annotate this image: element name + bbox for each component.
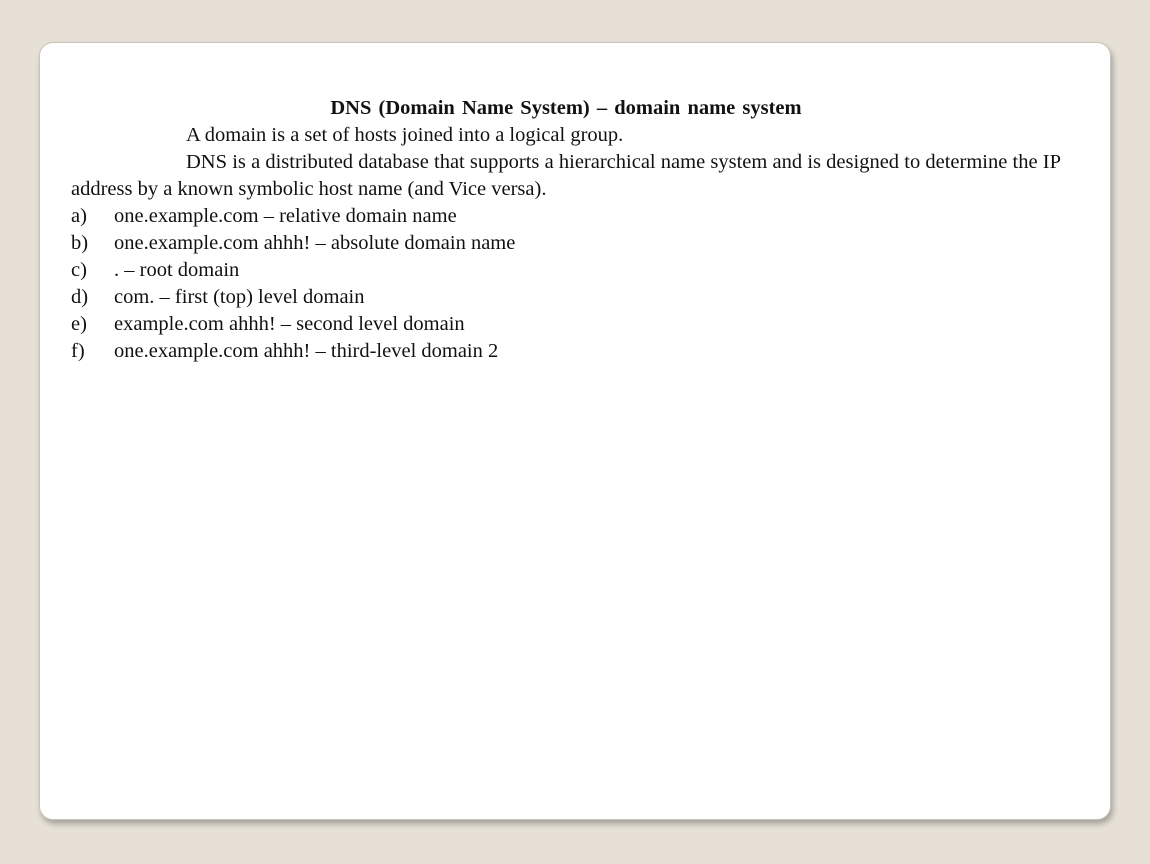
list-marker: a) xyxy=(71,205,87,227)
paragraph-dns-definition: DNS is a distributed database that supports a hierarchical name system and is designed to determine the IP address by a known symbolic host name (and Vice versa). xyxy=(71,151,1061,200)
list-item-text: one.example.com ahhh! – absolute domain name xyxy=(114,232,516,254)
paragraph-domain-definition: A domain is a set of hosts joined into a logical group. xyxy=(186,124,624,146)
list-item xyxy=(71,230,1061,257)
list-item-text: com. – first (top) level domain xyxy=(114,286,365,308)
list-item xyxy=(71,257,1061,284)
slide-panel xyxy=(39,42,1111,820)
list-item xyxy=(71,338,1061,365)
list-item-text: example.com ahhh! – second level domain xyxy=(114,313,465,335)
list-marker: b) xyxy=(71,232,89,254)
list-marker: e) xyxy=(71,313,87,335)
list-item-text: one.example.com – relative domain name xyxy=(114,205,457,227)
list-item xyxy=(71,203,1061,230)
slide-content xyxy=(71,95,1061,365)
list-marker: d) xyxy=(71,286,89,308)
list-item xyxy=(71,284,1061,311)
list-marker: c) xyxy=(71,259,87,281)
list-marker: f) xyxy=(71,340,85,362)
slide-title: DNS (Domain Name System) – domain name system xyxy=(330,97,802,119)
list-item xyxy=(71,311,1061,338)
list-item-text: . – root domain xyxy=(114,259,240,281)
list-item-text: one.example.com ahhh! – third-level domain 2 xyxy=(114,340,499,362)
domain-examples-list xyxy=(71,203,1061,365)
